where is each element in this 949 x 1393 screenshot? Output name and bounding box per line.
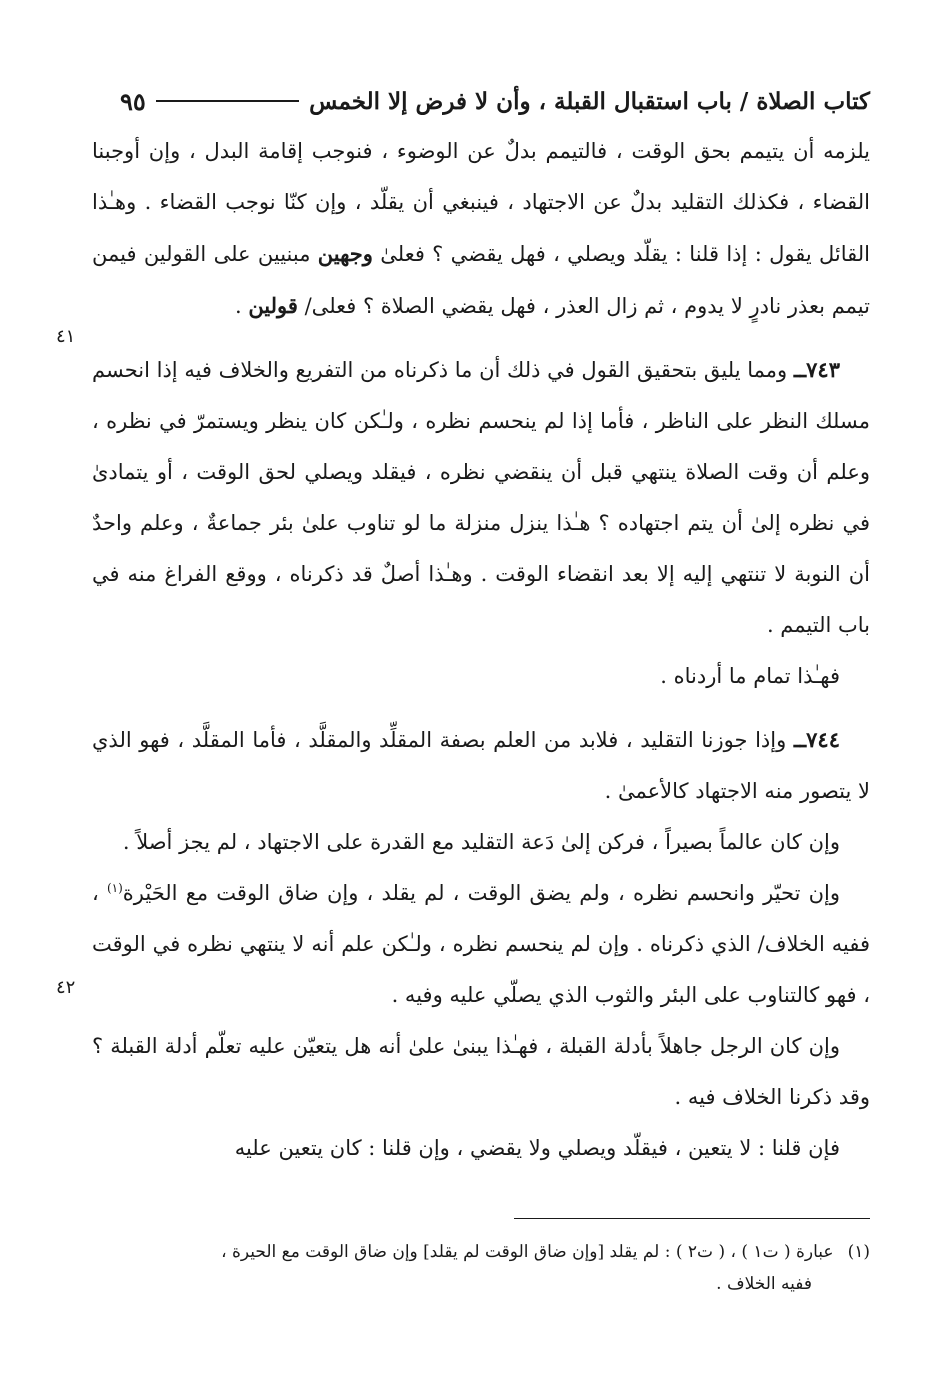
paragraph-number: ٧٤٤ــ [793,727,840,752]
paragraph-743: ٧٤٣ــ ومما يليق بتحقيق القول في ذلك أن ما ذكرناه من التفريع والخلاف فيه إذا انحسم مسلك النظر على الناظر ، فأما إذا لم ينحسم نظره ، ولـٰكن كان ينظر ويستمرّ في نظره ، وعلم أن وقت الصلاة ينتهي قبل أن ينقضي نظره ، فيقلد ويصلي لحق الوقت ، أو يتمادىٰ في نظره إلىٰ أن يتم اجتهاده ؟ هـٰذا ينزل منزلة ما لو تناوب علىٰ بئر جماعةٌ ، وعلم واحدٌ أن النوبة لا تنتهي إليه إلا بعد انقضاء الوقت . وهـٰذا أصلٌ قد ذكرناه ، ووقع الفراغ منه في باب التيمم . [92,357,870,637]
paragraph-if-we-say: فإن قلنا : لا يتعين ، فيقلّد ويصلي ولا يقضي ، وإن قلنا : كان يتعين عليه [234,1136,840,1160]
running-header [120,82,870,120]
paragraph-sighted: وإن كان عالماً بصيراً ، فركن إلىٰ دَعة التقليد مع القدرة على الاجتهاد ، لم يجز أصلاً . [122,830,840,854]
header-title: كتاب الصلاة / باب استقبال القبلة ، وأن لا فرض إلا الخمس [309,87,870,115]
footnote-marker: (١) [106,881,123,895]
paragraph-continuation: يلزمه أن يتيمم بحق الوقت ، فالتيمم بدلٌ عن الوضوء ، فنوجب إقامة البدل ، وإن أوجبنا القضاء ، فكذلك التقليد بدلٌ عن الاجتهاد ، فينبغي أن يقلّد ، وإن كنّا نوجب القضاء . وهـٰذا القائل يقول : إذا قلنا : يقلّد ويصلي ، فهل يقضي ؟ فعلىٰ وجهين مبنيين على القولين فيمن تيمم بعذر نادرٍ لا يدوم ، ثم زال العذر ، فهل يقضي الصلاة ؟ فعلى/ قولين . [92,139,870,318]
paragraph-conclusion: فهـٰذا تمام ما أردناه . [660,664,840,688]
margin-reference-41: ٤١ [56,326,76,347]
paragraph-number: ٧٤٣ــ [793,357,840,382]
paragraph-ignorant: وإن كان الرجل جاهلاً بأدلة القبلة ، فهـٰذا يبنىٰ علىٰ أنه هل يتعيّن عليه تعلّم أدلة القبلة ؟ وقد ذكرنا الخلاف فيه . [92,1034,870,1109]
footnote-number: (١) [847,1242,870,1262]
paragraph-confused: وإن تحيّر وانحسم نظره ، ولم يضق الوقت ، لم يقلد ، وإن ضاق الوقت مع الحَيْرة$^{(١)}$ ، ففيه الخلاف/ الذي ذكرناه . وإن لم ينحسم نظره ، ولـٰكن علم أنه لا ينتهي نظره في الوقت ، فهو كالتناوب على البئر والثوب الذي يصلّي عليه وفيه . [92,881,870,1007]
main-text [92,126,870,1174]
footnote-line-1: عبارة ( ت١ ) ، ( ت٢ ) : لم يقلد [وإن ضاق الوقت لم يقلد] وإن ضاق الوقت مع الحيرة ، [221,1242,834,1262]
margin-reference-42: ٤٢ [56,977,76,998]
footnote-separator [514,1218,870,1219]
header-rule [156,100,299,102]
footnote-line-2: ففيه الخلاف . [716,1274,812,1294]
paragraph-744: ٧٤٤ــ وإذا جوزنا التقليد ، فلابد من العلم بصفة المقلِّد والمقلَّد ، فأما المقلَّد ، فهو الذي لا يتصور منه الاجتهاد كالأعمىٰ . [92,727,870,803]
footnote [92,1236,870,1300]
page-number: ٩٥ [120,86,146,116]
